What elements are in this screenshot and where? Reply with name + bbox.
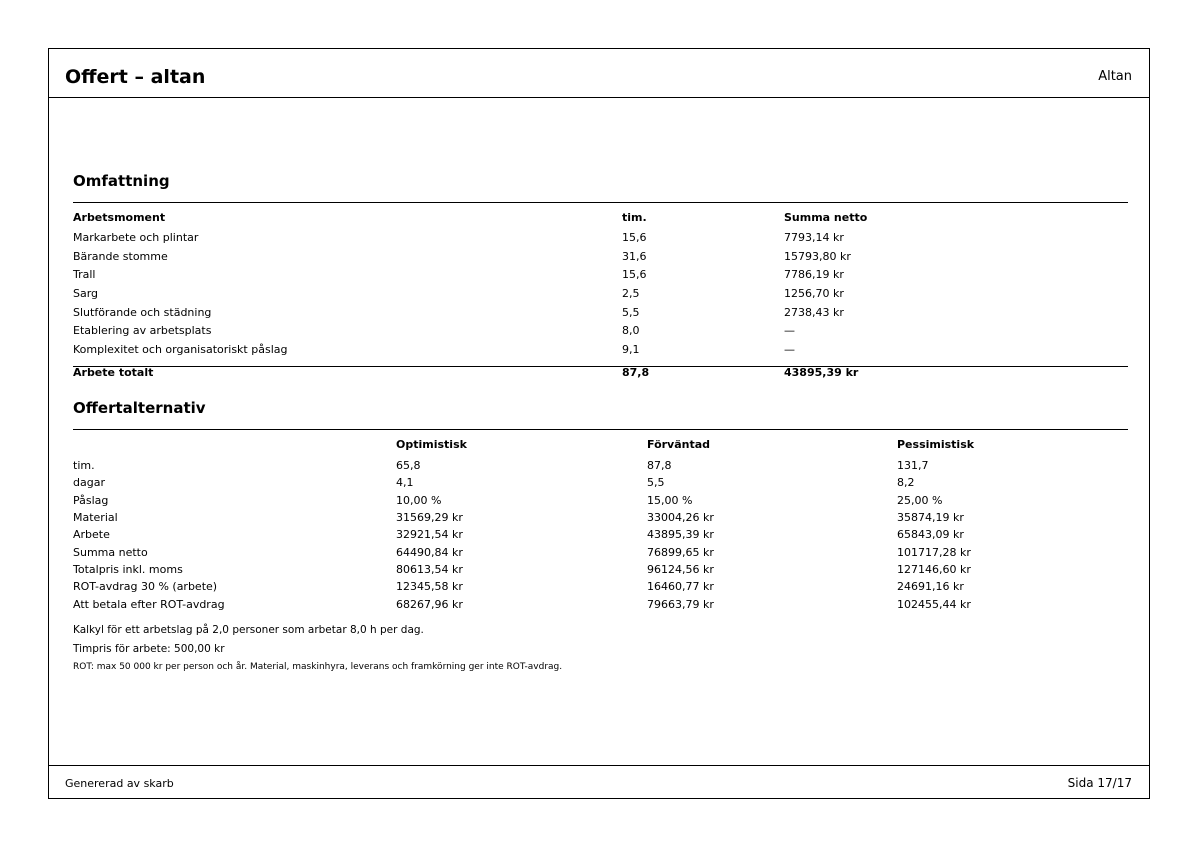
task-name: Markarbete och plintar bbox=[73, 231, 199, 244]
task-net-sum: 2738,43 kr bbox=[784, 306, 844, 319]
task-net-sum: — bbox=[784, 343, 795, 356]
alternatives-top-rule bbox=[73, 429, 1128, 430]
expected-value: 87,8 bbox=[647, 459, 672, 472]
expected-value: 79663,79 kr bbox=[647, 598, 714, 611]
table-row bbox=[73, 229, 1128, 247]
expected-value: 96124,56 kr bbox=[647, 563, 714, 576]
scope-total-row bbox=[73, 364, 1128, 382]
hourly-rate-note: Timpris för arbete: 500,00 kr bbox=[73, 643, 225, 655]
metric-label: Material bbox=[73, 511, 118, 524]
table-row bbox=[73, 492, 1128, 510]
metric-label: Att betala efter ROT-avdrag bbox=[73, 598, 225, 611]
table-row bbox=[73, 285, 1128, 303]
pessimistic-value: 127146,60 kr bbox=[897, 563, 971, 576]
table-row bbox=[73, 561, 1128, 579]
total-net-sum: 43895,39 kr bbox=[784, 366, 859, 379]
optimistic-value: 10,00 % bbox=[396, 494, 442, 507]
table-row bbox=[73, 474, 1128, 492]
expected-value: 76899,65 kr bbox=[647, 546, 714, 559]
optimistic-value: 4,1 bbox=[396, 476, 414, 489]
column-header-hours: tim. bbox=[622, 211, 647, 224]
table-row bbox=[73, 578, 1128, 596]
page-header bbox=[49, 49, 1149, 98]
pessimistic-value: 131,7 bbox=[897, 459, 929, 472]
table-row bbox=[73, 457, 1128, 475]
task-hours: 2,5 bbox=[622, 287, 640, 300]
task-hours: 5,5 bbox=[622, 306, 640, 319]
expected-value: 5,5 bbox=[647, 476, 665, 489]
metric-label: Påslag bbox=[73, 494, 109, 507]
expected-value: 16460,77 kr bbox=[647, 580, 714, 593]
task-hours: 9,1 bbox=[622, 343, 640, 356]
task-hours: 15,6 bbox=[622, 231, 647, 244]
pessimistic-value: 35874,19 kr bbox=[897, 511, 964, 524]
table-row bbox=[73, 304, 1128, 322]
table-row bbox=[73, 596, 1128, 614]
optimistic-value: 64490,84 kr bbox=[396, 546, 463, 559]
column-header-expected: Förväntad bbox=[647, 438, 711, 451]
alternatives-header-row bbox=[73, 436, 1128, 454]
document-subtitle: Altan bbox=[1098, 69, 1132, 84]
task-hours: 31,6 bbox=[622, 250, 647, 263]
scope-heading: Omfattning bbox=[73, 172, 170, 190]
task-name: Slutförande och städning bbox=[73, 306, 212, 319]
task-name: Sarg bbox=[73, 287, 99, 300]
metric-label: Arbete bbox=[73, 528, 110, 541]
column-header-task: Arbetsmoment bbox=[73, 211, 166, 224]
pessimistic-value: 24691,16 kr bbox=[897, 580, 964, 593]
metric-label: ROT-avdrag 30 % (arbete) bbox=[73, 580, 218, 593]
table-row bbox=[73, 266, 1128, 284]
task-net-sum: 7786,19 kr bbox=[784, 268, 844, 281]
optimistic-value: 32921,54 kr bbox=[396, 528, 463, 541]
total-hours: 87,8 bbox=[622, 366, 650, 379]
page-number: Sida 17/17 bbox=[1067, 776, 1132, 790]
task-name: Etablering av arbetsplats bbox=[73, 324, 212, 337]
total-label: Arbete totalt bbox=[73, 366, 154, 379]
table-row bbox=[73, 509, 1128, 527]
task-net-sum: 15793,80 kr bbox=[784, 250, 851, 263]
rot-note: ROT: max 50 000 kr per person och år. Material, maskinhyra, leverans och framkörning ger inte ROT-avdrag. bbox=[73, 662, 563, 672]
expected-value: 33004,26 kr bbox=[647, 511, 714, 524]
pessimistic-value: 101717,28 kr bbox=[897, 546, 971, 559]
document-title: Offert – altan bbox=[65, 66, 206, 88]
column-header-pessimistic: Pessimistisk bbox=[897, 438, 975, 451]
optimistic-value: 80613,54 kr bbox=[396, 563, 463, 576]
column-header-optimistic: Optimistisk bbox=[396, 438, 467, 451]
metric-label: Summa netto bbox=[73, 546, 148, 559]
scope-header-row bbox=[73, 209, 1128, 227]
optimistic-value: 68267,96 kr bbox=[396, 598, 463, 611]
pessimistic-value: 25,00 % bbox=[897, 494, 943, 507]
metric-label: dagar bbox=[73, 476, 105, 489]
generated-by-label: Genererad av skarb bbox=[65, 777, 174, 790]
crew-note: Kalkyl för ett arbetslag på 2,0 personer som arbetar 8,0 h per dag. bbox=[73, 624, 424, 636]
task-net-sum: 1256,70 kr bbox=[784, 287, 844, 300]
alternatives-heading: Offertalternativ bbox=[73, 399, 206, 417]
table-row bbox=[73, 341, 1128, 359]
pessimistic-value: 8,2 bbox=[897, 476, 915, 489]
pessimistic-value: 102455,44 kr bbox=[897, 598, 971, 611]
table-row bbox=[73, 322, 1128, 340]
expected-value: 43895,39 kr bbox=[647, 528, 714, 541]
task-name: Bärande stomme bbox=[73, 250, 168, 263]
task-hours: 15,6 bbox=[622, 268, 647, 281]
scope-top-rule bbox=[73, 202, 1128, 203]
table-row bbox=[73, 526, 1128, 544]
task-name: Komplexitet och organisatoriskt påslag bbox=[73, 343, 288, 356]
task-net-sum: 7793,14 kr bbox=[784, 231, 844, 244]
task-hours: 8,0 bbox=[622, 324, 640, 337]
table-row bbox=[73, 248, 1128, 266]
document-page bbox=[48, 48, 1150, 799]
metric-label: tim. bbox=[73, 459, 95, 472]
page-footer bbox=[49, 765, 1149, 798]
pessimistic-value: 65843,09 kr bbox=[897, 528, 964, 541]
optimistic-value: 31569,29 kr bbox=[396, 511, 463, 524]
optimistic-value: 65,8 bbox=[396, 459, 421, 472]
table-row bbox=[73, 544, 1128, 562]
task-name: Trall bbox=[73, 268, 96, 281]
expected-value: 15,00 % bbox=[647, 494, 693, 507]
task-net-sum: — bbox=[784, 324, 795, 337]
column-header-net-sum: Summa netto bbox=[784, 211, 868, 224]
metric-label: Totalpris inkl. moms bbox=[73, 563, 183, 576]
optimistic-value: 12345,58 kr bbox=[396, 580, 463, 593]
